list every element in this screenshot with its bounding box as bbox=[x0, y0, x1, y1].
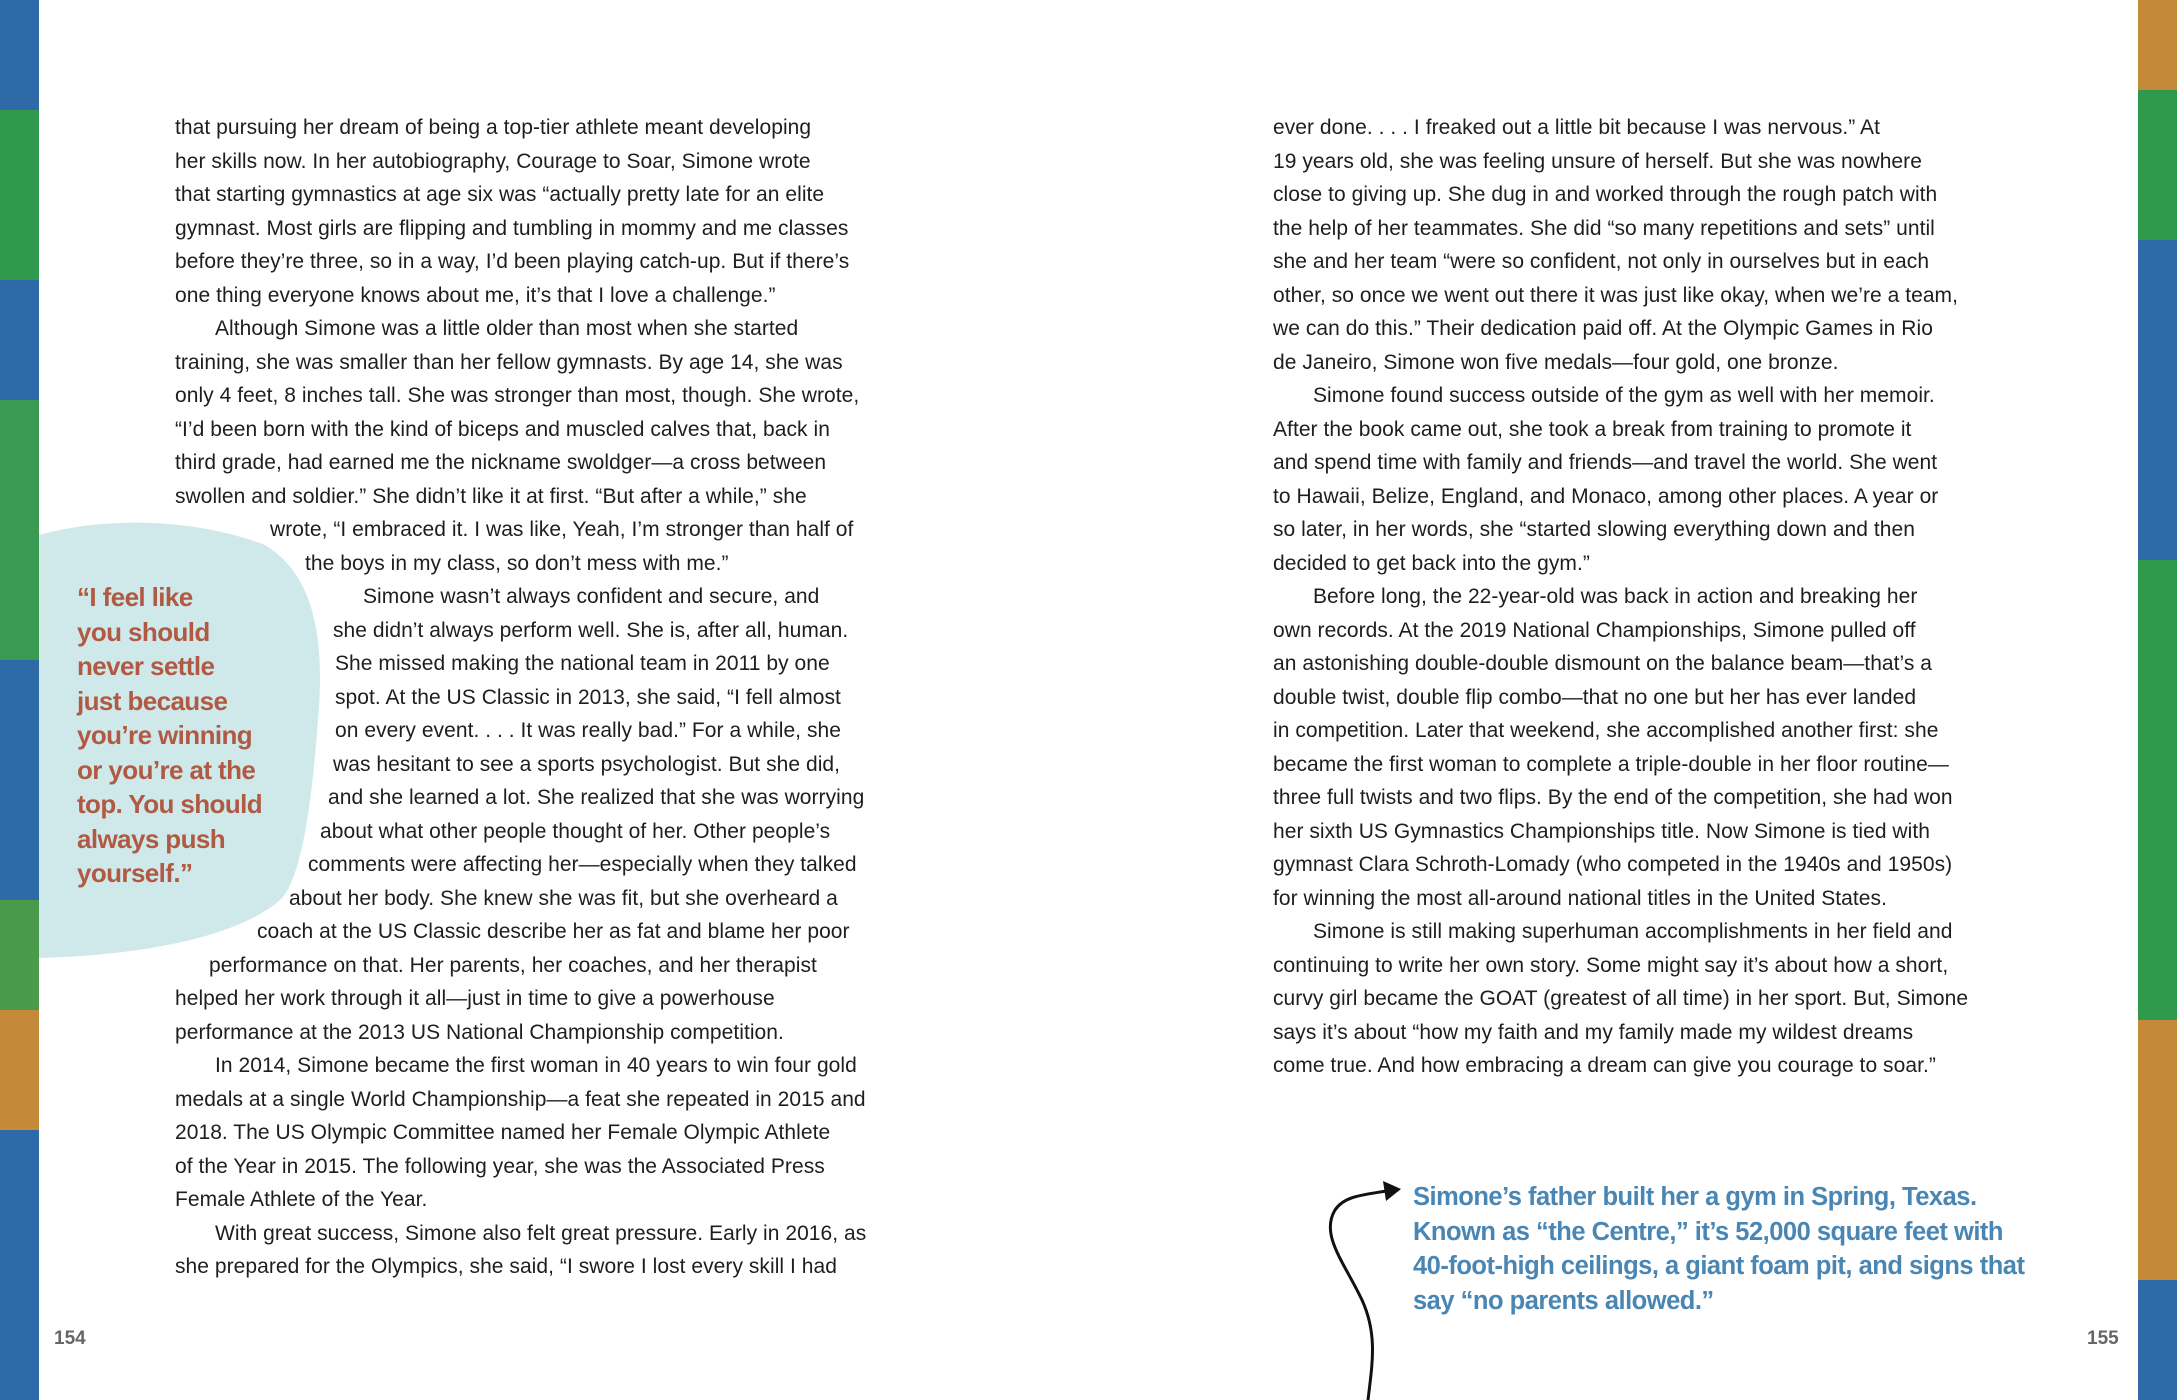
pull-quote-line: top. You should bbox=[77, 789, 263, 819]
text-line: comments were affecting her—especially when they talked bbox=[308, 853, 857, 876]
text-line: “I’d been born with the kind of biceps and muscled calves that, back in bbox=[175, 417, 830, 441]
text-line: we can do this.” Their dedication paid off. At the Olympic Games in Rio bbox=[1273, 317, 1933, 340]
text-line: Simone found success outside of the gym as well with her memoir. bbox=[1313, 384, 1935, 407]
text-line: de Janeiro, Simone won five medals—four gold, one bronze. bbox=[1273, 350, 1839, 374]
text-line: about her body. She knew she was fit, but she overheard a bbox=[289, 886, 838, 910]
text-line: After the book came out, she took a break from training to promote it bbox=[1273, 417, 1912, 441]
text-line: she and her team “were so confident, not only in ourselves but in each bbox=[1273, 250, 1930, 273]
text-line: ever done. . . . I freaked out a little bit because I was nervous.” At bbox=[1273, 116, 1880, 139]
pull-quote-line: always push bbox=[77, 823, 226, 854]
pull-quote-line: you should bbox=[77, 616, 210, 647]
text-line: performance at the 2013 US National Championship competition. bbox=[175, 1020, 784, 1044]
text-line: so later, in her words, she “started slowing everything down and then bbox=[1273, 518, 1915, 541]
pull-quote-line: just because bbox=[77, 685, 228, 716]
text-line: her sixth US Gymnastics Championships title. Now Simone is tied with bbox=[1273, 819, 1930, 843]
text-line: in competition. Later that weekend, she accomplished another first: she bbox=[1273, 719, 1939, 742]
text-line: 19 years old, she was feeling unsure of herself. But she was nowhere bbox=[1273, 149, 1922, 173]
text-line: she prepared for the Olympics, she said, “I swore I lost every skill I had bbox=[175, 1255, 837, 1278]
text-line: decided to get back into the gym.” bbox=[1273, 551, 1590, 575]
right-decorative-edge bbox=[2138, 0, 2177, 1400]
fact-callout bbox=[1413, 1180, 2113, 1318]
text-line: come true. And how embracing a dream can give you courage to soar.” bbox=[1273, 1054, 1936, 1077]
text-line: Female Athlete of the Year. bbox=[175, 1188, 428, 1211]
text-line: spot. At the US Classic in 2013, she said, “I fell almost bbox=[335, 685, 841, 709]
text-line: In 2014, Simone became the first woman in 40 years to win four gold bbox=[215, 1054, 857, 1077]
text-line: Simone wasn’t always confident and secure, and bbox=[363, 585, 820, 608]
pull-quote-line: never settle bbox=[77, 651, 215, 681]
text-line: three full twists and two flips. By the end of the competition, she had won bbox=[1273, 786, 1953, 809]
fact-line: say “no parents allowed.” bbox=[1413, 1286, 1714, 1315]
page-number-right: 155 bbox=[2087, 1328, 2119, 1349]
text-line: she didn’t always perform well. She is, after all, human. bbox=[333, 618, 849, 642]
text-line: wrote, “I embraced it. I was like, Yeah, I’m stronger than half of bbox=[270, 518, 854, 541]
pull-quote-line: or you’re at the bbox=[77, 754, 256, 785]
text-line: Simone is still making superhuman accomplishments in her field and bbox=[1313, 920, 1953, 943]
text-line: Although Simone was a little older than most when she started bbox=[215, 317, 799, 340]
text-line: the help of her teammates. She did “so many repetitions and sets” until bbox=[1273, 216, 1935, 240]
text-line: She missed making the national team in 2011 by one bbox=[335, 652, 830, 675]
text-line: was hesitant to see a sports psychologist. But she did, bbox=[333, 752, 841, 776]
text-line: before they’re three, so in a way, I’d been playing catch-up. But if there’s bbox=[175, 250, 850, 273]
text-line: of the Year in 2015. The following year, she was the Associated Press bbox=[175, 1154, 825, 1178]
text-line: swollen and soldier.” She didn’t like it at first. “But after a while,” she bbox=[175, 484, 807, 508]
text-line: training, she was smaller than her fellow gymnasts. By age 14, she was bbox=[175, 350, 843, 374]
pull-quote-line: yourself.” bbox=[77, 858, 193, 888]
text-line: With great success, Simone also felt great pressure. Early in 2016, as bbox=[215, 1221, 867, 1245]
text-line: gymnast Clara Schroth-Lomady (who competed in the 1940s and 1950s) bbox=[1273, 853, 1953, 876]
text-line: 2018. The US Olympic Committee named her Female Olympic Athlete bbox=[175, 1121, 831, 1144]
text-line: only 4 feet, 8 inches tall. She was stronger than most, though. She wrote, bbox=[175, 384, 860, 407]
text-line: and she learned a lot. She realized that she was worrying bbox=[328, 786, 865, 809]
page-number-left: 154 bbox=[54, 1328, 86, 1349]
text-line: medals at a single World Championship—a feat she repeated in 2015 and bbox=[175, 1087, 866, 1111]
text-line: continuing to write her own story. Some might say it’s about how a short, bbox=[1273, 953, 1949, 977]
text-line: and spend time with family and friends—and travel the world. She went bbox=[1273, 451, 1938, 474]
text-line: other, so once we went out there it was just like okay, when we’re a team, bbox=[1273, 283, 1958, 307]
fact-line: Known as “the Centre,” it’s 52,000 square feet with bbox=[1413, 1217, 2003, 1246]
text-line: on every event. . . . It was really bad.” For a while, she bbox=[335, 719, 841, 742]
text-line: close to giving up. She dug in and worked through the rough patch with bbox=[1273, 183, 1938, 206]
text-line: helped her work through it all—just in time to give a powerhouse bbox=[175, 987, 775, 1010]
fact-line: Simone’s father built her a gym in Spring, Texas. bbox=[1413, 1183, 1977, 1211]
text-line: about what other people thought of her. Other people’s bbox=[320, 819, 831, 843]
fact-line: 40-foot-high ceilings, a giant foam pit, and signs that bbox=[1413, 1252, 2025, 1281]
pull-quote-line: you’re winning bbox=[77, 720, 253, 750]
text-line: the boys in my class, so don’t mess with me.” bbox=[305, 551, 729, 575]
pull-quote-line: “I feel like bbox=[77, 582, 193, 612]
text-line: for winning the most all-around national titles in the United States. bbox=[1273, 886, 1887, 910]
right-page-body bbox=[1273, 111, 2013, 1083]
text-line: double twist, double flip combo—that no one but her has ever landed bbox=[1273, 685, 1917, 709]
text-line: coach at the US Classic describe her as fat and blame her poor bbox=[257, 920, 850, 943]
text-line: to Hawaii, Belize, England, and Monaco, among other places. A year or bbox=[1273, 484, 1939, 508]
text-line: that pursuing her dream of being a top-tier athlete meant developing bbox=[175, 116, 812, 139]
text-line: her skills now. In her autobiography, Courage to Soar, Simone wrote bbox=[175, 149, 811, 173]
text-line: own records. At the 2019 National Championships, Simone pulled off bbox=[1273, 618, 1916, 642]
text-line: performance on that. Her parents, her coaches, and her therapist bbox=[209, 953, 817, 977]
text-line: curvy girl became the GOAT (greatest of all time) in her sport. But, Simone bbox=[1273, 987, 1969, 1010]
text-line: became the first woman to complete a triple-double in her floor routine— bbox=[1273, 752, 1949, 776]
text-line: that starting gymnastics at age six was “actually pretty late for an elite bbox=[175, 183, 825, 206]
text-line: says it’s about “how my faith and my family made my wildest dreams bbox=[1273, 1020, 1914, 1044]
text-line: gymnast. Most girls are flipping and tumbling in mommy and me classes bbox=[175, 216, 849, 240]
text-line: one thing everyone knows about me, it’s that I love a challenge.” bbox=[175, 283, 776, 307]
text-line: an astonishing double-double dismount on the balance beam—that’s a bbox=[1273, 652, 1933, 675]
text-line: Before long, the 22-year-old was back in action and breaking her bbox=[1313, 585, 1918, 608]
pull-quote bbox=[77, 580, 317, 891]
text-line: third grade, had earned me the nickname swoldger—a cross between bbox=[175, 451, 827, 474]
